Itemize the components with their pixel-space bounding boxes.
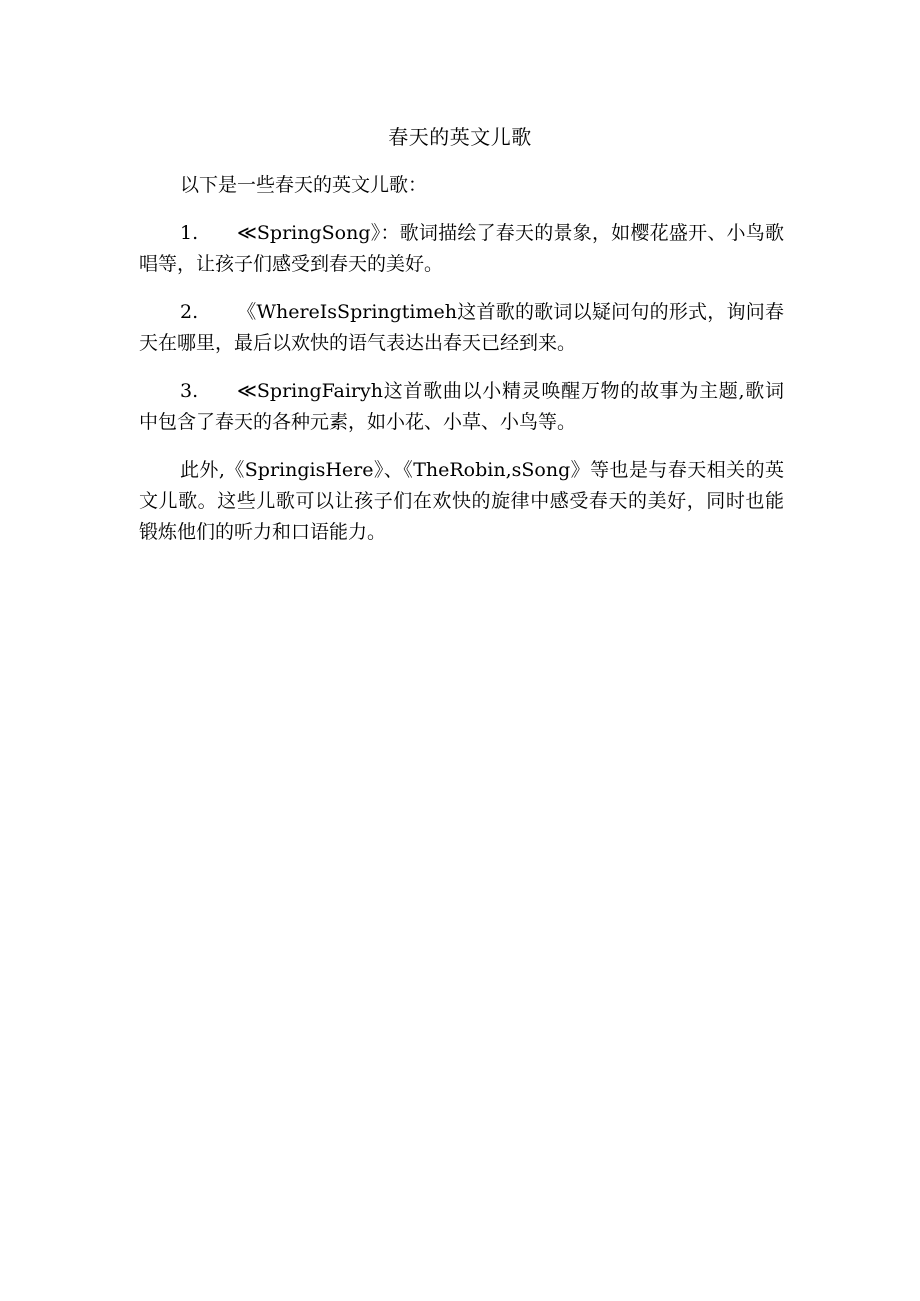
closing-paragraph: 此外,《SpringisHere》、《TheRobin,sSong》等也是与春天相关的英文儿歌。这些儿歌可以让孩子们在欢快的旋律中感受春天的美好，同时也能锻炼他们的听力和口语能力。 (139, 459, 784, 543)
list-item-3 (139, 376, 784, 438)
list-item-1-text: ≪SpringSong》：歌词描绘了春天的景象，如樱花盛开、小鸟歌唱等，让孩子们感受到春天的美好。 (139, 222, 784, 275)
list-item-3-text: ≪SpringFairyh这首歌曲以小精灵唤醒万物的故事为主题,歌词中包含了春天的各种元素，如小花、小草、小鸟等。 (139, 380, 784, 433)
intro-paragraph: 以下是一些春天的英文儿歌： (180, 174, 428, 196)
list-item-2-text: 《WhereIsSpringtimeh这首歌的歌词以疑问句的形式，询问春天在哪里，最后以欢快的语气表达出春天已经到来。 (139, 301, 784, 354)
list-item-1-number: 1. (180, 222, 199, 244)
list-item-2-number: 2. (180, 301, 199, 323)
document-body (139, 170, 784, 565)
list-item-3-number: 3. (180, 380, 199, 402)
list-item-1 (139, 218, 784, 280)
document-title: 春天的英文儿歌 (388, 125, 532, 149)
list-item-2 (139, 297, 784, 359)
